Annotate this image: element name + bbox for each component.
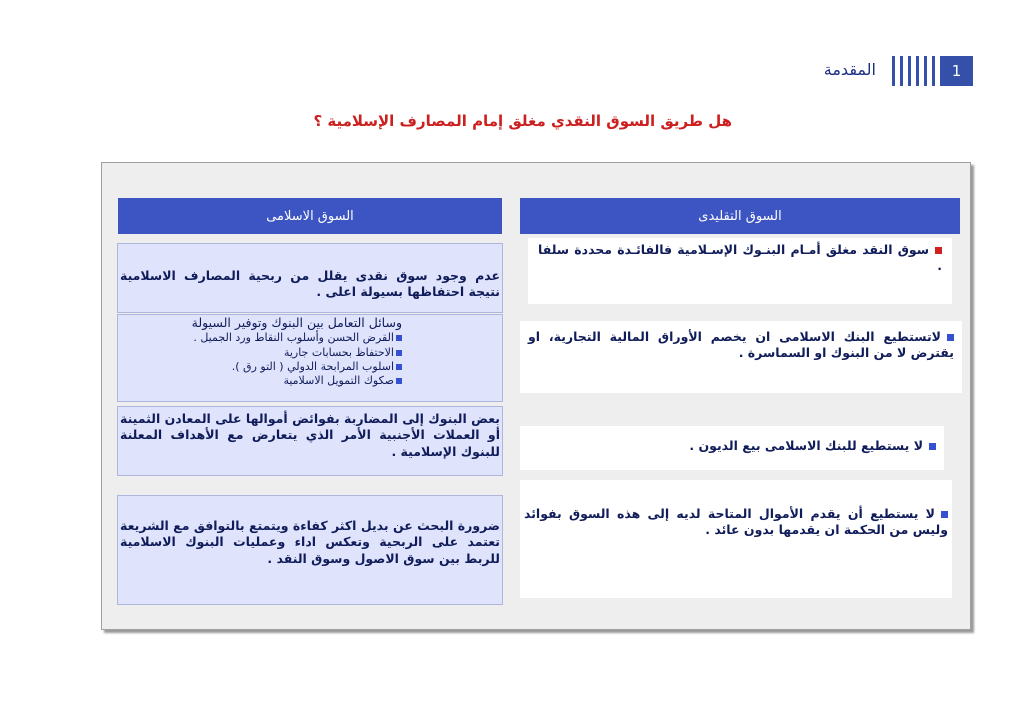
header-bar [924,56,927,86]
list-item: صكوك التمويل الاسلامية [138,374,402,388]
bullet-icon [935,247,942,254]
islamic-row-4-text: ضرورة البحث عن بديل اكثر كفاءة ويتمتع بالتوافق مع الشريعة تعتمد على الربحية وتعكس اداء وعمليات البنوك الاسلامية للربط بين سوق الاصول وسوق النقد . [120,518,500,566]
section-title: المقدمة [823,60,876,79]
islamic-row-1 [117,243,503,313]
list-item: القرض الحسن وأسلوب النقاط ورد الجميل . [138,331,402,345]
conventional-row-4 [520,480,952,598]
islamic-column-header [118,198,502,234]
header-bar [932,56,935,86]
conventional-title: السوق التقليدى [698,208,782,224]
section-number-badge: 1 [940,56,973,86]
list-item: الاحتفاظ بحسابات جارية [138,346,402,360]
bullet-icon [947,334,954,341]
islamic-row-1-text: عدم وجود سوق نقدى يقلل من ربحية المصارف الاسلامية نتيجة احتفاظها بسيولة اعلى . [120,268,500,300]
square-bullet-icon [396,335,402,341]
bullet-icon [941,511,948,518]
square-bullet-icon [396,350,402,356]
page-question: هل طريق السوق النقدي مغلق إمام المصارف الإسلامية ؟ [313,112,732,130]
header-bar [892,56,895,86]
islamic-title: السوق الاسلامى [266,208,354,224]
conventional-row-4-text: لا يستطيع أن يقدم الأموال المتاحة لديه إلى هذه السوق بفوائد وليس من الحكمة ان يقدمها بدون عائد . [524,506,948,538]
islamic-row-4 [117,495,503,605]
header-bar [900,56,903,86]
islamic-row-3 [117,406,503,476]
header-bar [916,56,919,86]
conventional-row-3-text: لا يستطيع للبنك الاسلامى بيع الديون . [689,438,923,453]
islamic-row-2 [117,314,503,402]
square-bullet-icon [396,364,402,370]
conventional-column-header [520,198,960,234]
list-item: اسلوب المرابحة الدولي ( التو رق ). [138,360,402,374]
header-bar [908,56,911,86]
islamic-row-3-text: بعض البنوك إلى المضاربة بفوائض أموالها على المعادن الثمينة أو العملات الأجنبية الأمر الذي يتعارض مع الأهداف المعلنة للبنوك الإسلامية . [120,411,500,459]
bullet-icon [929,443,936,450]
conventional-row-1 [528,238,952,304]
conventional-row-1-text: سوق النقد مغلق أمـام البنـوك الإسـلامية فالفائـدة محددة سلفا . [538,242,942,274]
conventional-row-3 [520,426,944,470]
conventional-row-2 [520,321,962,393]
square-bullet-icon [396,378,402,384]
islamic-row-2-title: وسائل التعامل بين البنوك وتوفير السيولة [191,315,402,330]
conventional-row-2-text: لاتستطيع البنك الاسلامى ان يخصم الأوراق المالية التجارية، او يقترض لا من البنوك او السماسرة . [528,329,954,361]
